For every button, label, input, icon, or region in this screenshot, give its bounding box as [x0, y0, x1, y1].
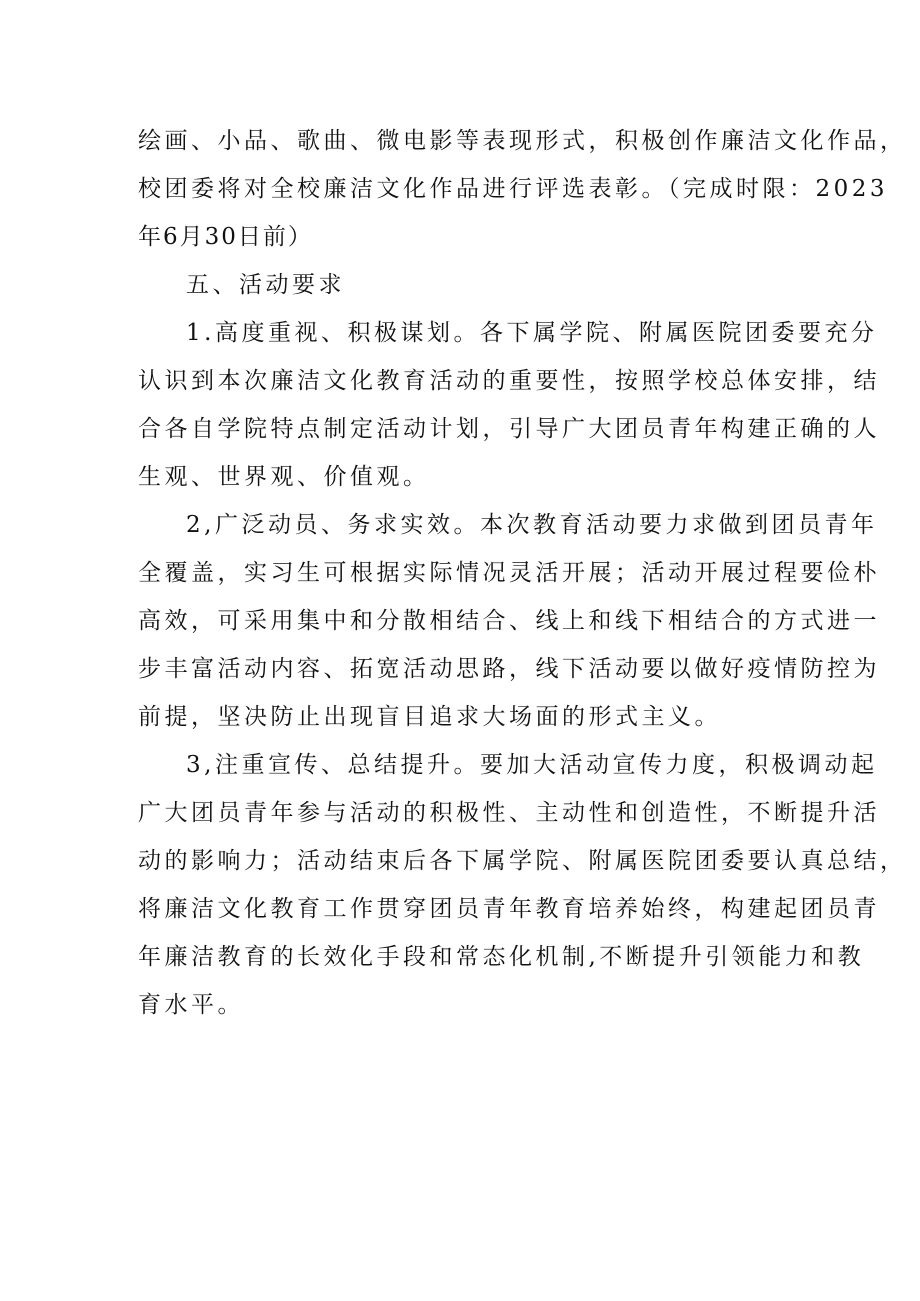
text-line: 将廉洁文化教育工作贯穿团员青年教育培养始终，构建起团员青 — [138, 896, 880, 922]
text-line: 校团委将对全校廉洁文化作品进行评选表彰。（完成时限：2023 — [138, 176, 889, 202]
text-line: 年6月30日前） — [138, 224, 313, 250]
text-line: 1.高度重视、积极谋划。各下属学院、附属医院团委要充分 — [186, 320, 878, 346]
text-line: 步丰富活动内容、拓宽活动思路，线下活动要以做好疫情防控为 — [138, 656, 880, 682]
text-line: 动的影响力；活动结束后各下属学院、附属医院团委要认真总结， — [138, 848, 907, 874]
text-line: 前提，坚决防止出现盲目追求大场面的形式主义。 — [138, 704, 721, 730]
text-line: 合各自学院特点制定活动计划，引导广大团员青年构建正确的人 — [138, 416, 880, 442]
text-line: 全覆盖，实习生可根据实际情况灵活开展；活动开展过程要俭朴 — [138, 560, 880, 586]
text-line: 育水平。 — [138, 992, 244, 1018]
text-line: 3,注重宣传、总结提升。要加大活动宣传力度，积极调动起 — [186, 752, 878, 778]
text-line: 绘画、小品、歌曲、微电影等表现形式，积极创作廉洁文化作品， — [138, 128, 907, 154]
text-line: 生观、世界观、价值观。 — [138, 464, 430, 490]
text-line: 认识到本次廉洁文化教育活动的重要性，按照学校总体安排，结 — [138, 368, 880, 394]
text-line: 年廉洁教育的长效化手段和常态化机制,不断提升引领能力和教 — [138, 944, 865, 970]
text-line: 高效，可采用集中和分散相结合、线上和线下相结合的方式进一 — [138, 608, 880, 634]
text-line: 2,广泛动员、务求实效。本次教育活动要力求做到团员青年 — [186, 512, 878, 538]
section-heading: 五、活动要求 — [186, 272, 345, 298]
text-line: 广大团员青年参与活动的积极性、主动性和创造性，不断提升活 — [138, 800, 880, 826]
